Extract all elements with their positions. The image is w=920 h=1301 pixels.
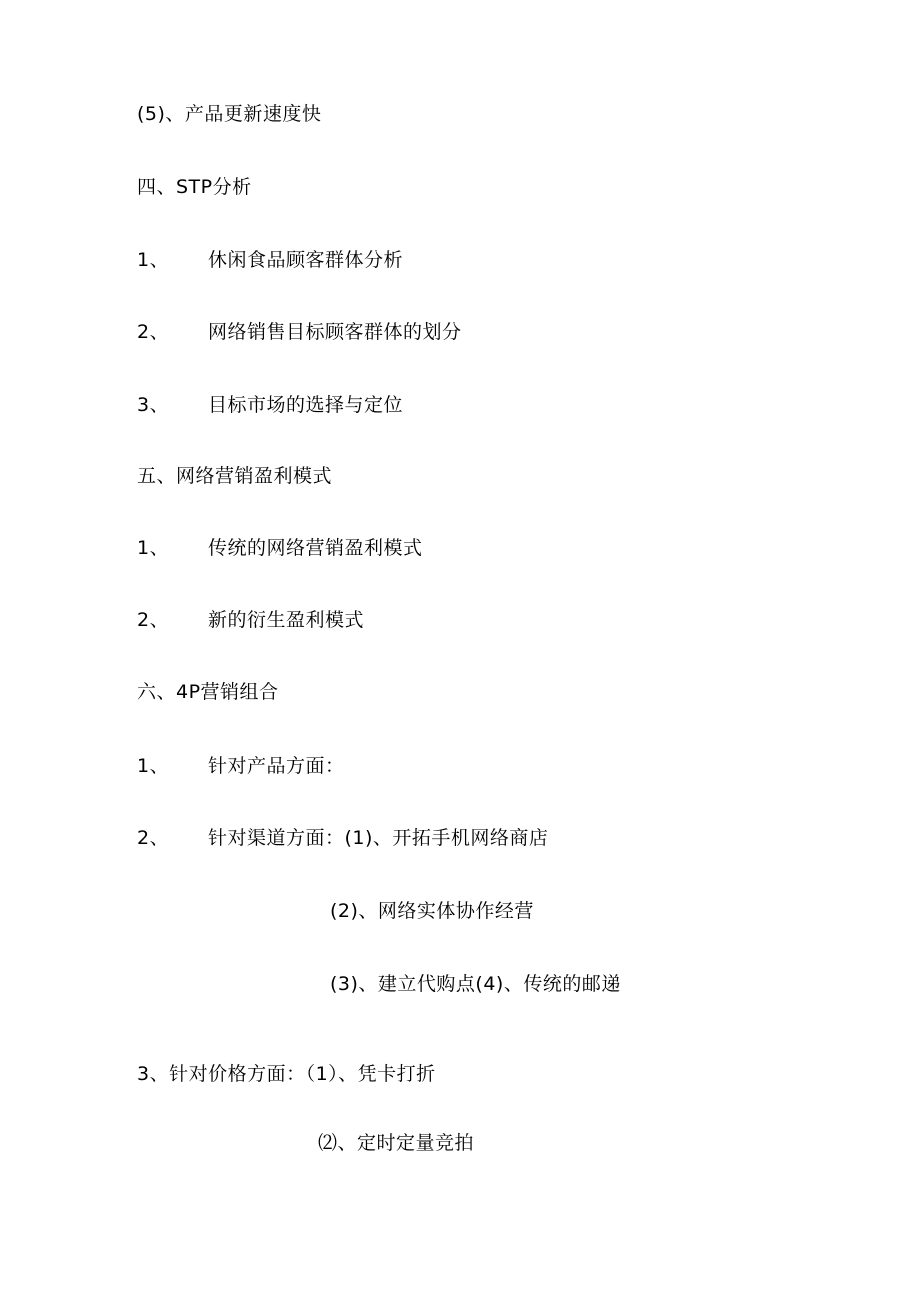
item-text: 网络销售目标顾客群体的划分	[208, 321, 462, 343]
heading-text: 五、网络营销盈利模式	[137, 465, 333, 487]
sub-item-text: (2)、网络实体协作经营	[330, 900, 534, 922]
item-number: 1、	[137, 755, 170, 777]
item-number: 2、	[137, 827, 170, 849]
item-number: 2、	[137, 321, 170, 343]
item-text: 休闲食品顾客群体分析	[208, 249, 404, 271]
item-text: 传统的网络营销盈利模式	[208, 537, 423, 559]
heading-text: 四、STP分析	[137, 176, 252, 198]
item-text: 3、针对价格方面：（1）、凭卡打折	[137, 1063, 436, 1085]
sub-item-text: ⑵、定时定量竞拍	[318, 1132, 475, 1154]
item-text: 新的衍生盈利模式	[208, 609, 365, 631]
item-text: 针对产品方面：	[208, 755, 345, 777]
item-text: 目标市场的选择与定位	[208, 394, 404, 416]
line-text: (5)、产品更新速度快	[137, 103, 322, 125]
item-number: 1、	[137, 249, 170, 271]
item-number: 1、	[137, 537, 170, 559]
item-number: 3、	[137, 394, 170, 416]
heading-text: 六、4P营销组合	[137, 681, 279, 703]
item-text: 针对渠道方面：(1)、开拓手机网络商店	[208, 827, 549, 849]
sub-item-text: (3)、建立代购点(4)、传统的邮递	[330, 973, 621, 995]
item-number: 2、	[137, 609, 170, 631]
